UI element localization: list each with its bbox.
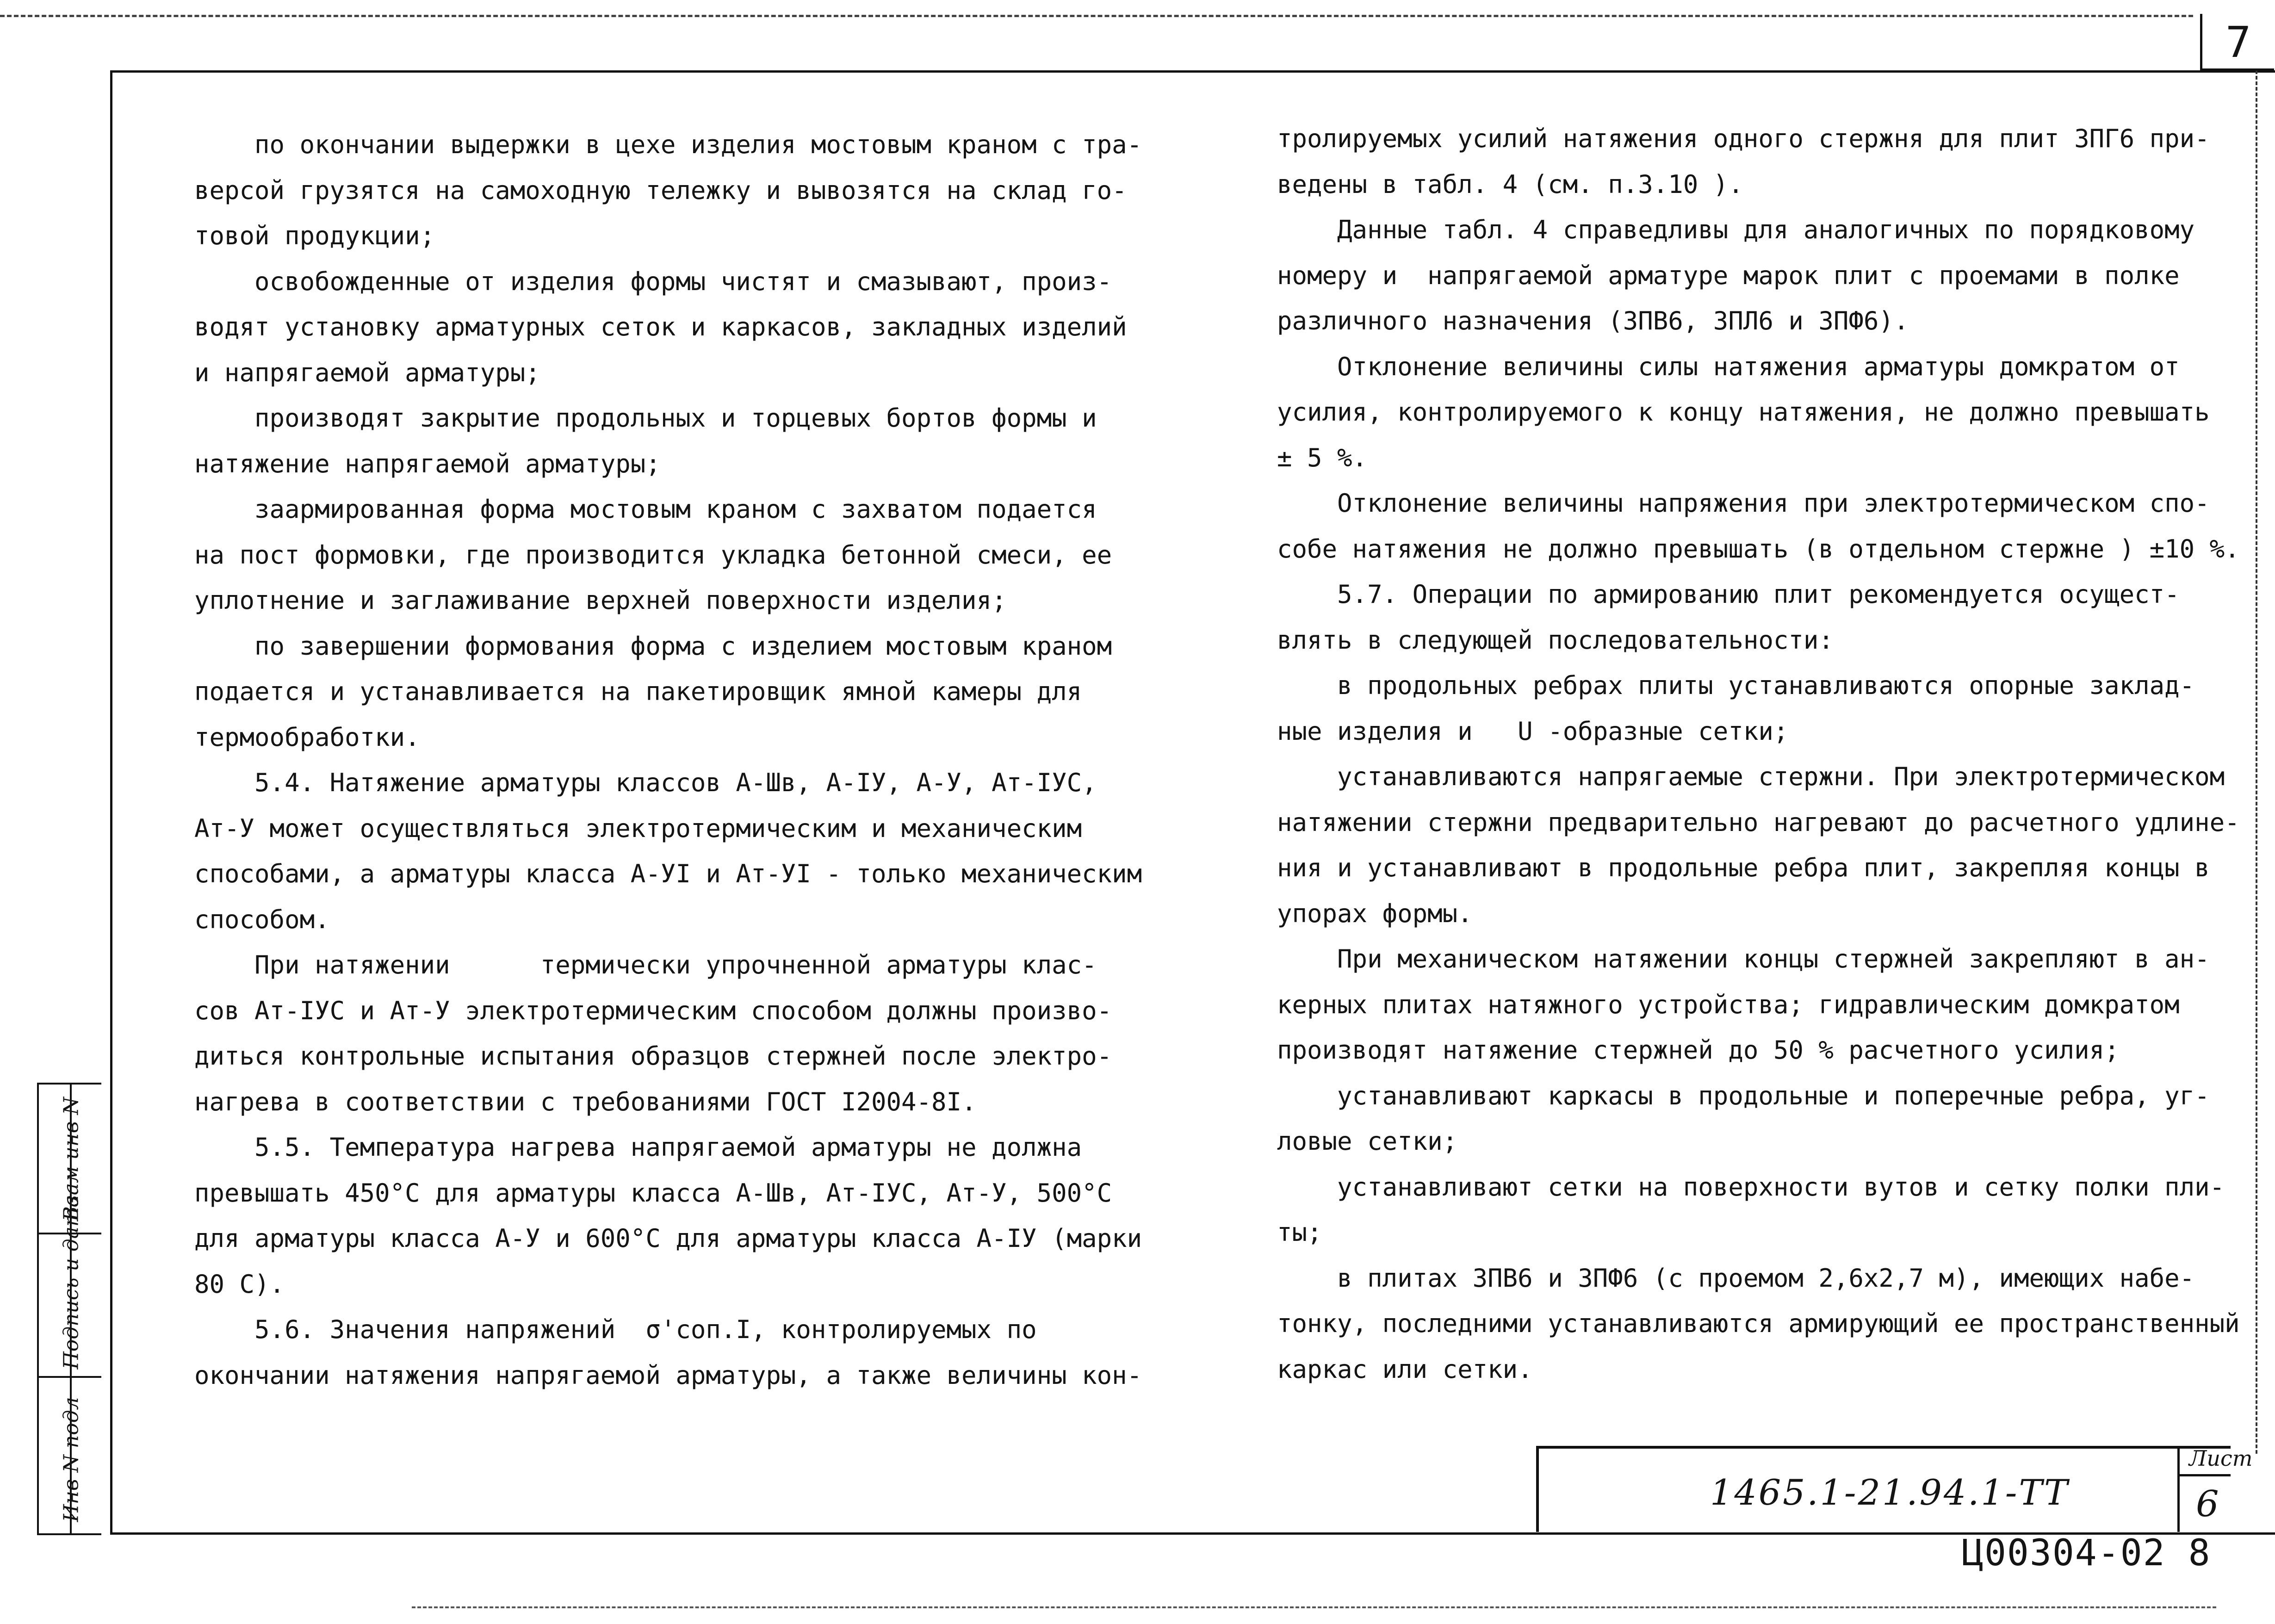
text-line: 5.5. Температура нагрева напрягаемой арматуры не должна [194,1133,1082,1162]
text-line: Отклонение величины силы натяжения арматуры домкратом от [1277,352,2180,381]
text-line: При натяжении термически упрочненной арматуры клас- [194,950,1097,979]
text-line: ведены в табл. 4 (см. п.3.10 ). [1277,169,1743,199]
bottom-scan-edge [412,1606,2216,1608]
text-line: устанавливаются напрягаемые стержни. При электротермическом [1277,762,2225,791]
archive-code: Ц00304-02 8 [1962,1532,2211,1574]
title-block [1536,1446,2253,1532]
text-line: тонку, последними устанавливаются армирующий ее пространственный [1277,1309,2240,1338]
text-line: каркас или сетки. [1277,1354,1533,1384]
text-line: номеру и напрягаемой арматуре марок плит с проемами в полке [1277,260,2180,290]
text-line: нагрева в соответствии с требованиями ГОСТ I2004-8I. [194,1087,977,1116]
top-scan-edge [0,15,2193,17]
text-line: упорах формы. [1277,899,1473,928]
side-stamp [37,1083,101,1535]
text-line: уплотнение и заглаживание верхней поверхности изделия; [194,586,1007,615]
sheet-number: 6 [2196,1483,2219,1525]
text-line: различного назначения (ЗПВ6, ЗПЛ6 и ЗПФ6). [1277,306,1909,335]
text-line: 5.4. Натяжение арматуры классов А-Шв, А-IУ, А-У, Ат-IУС, [194,768,1097,797]
text-line: производят закрытие продольных и торцевых бортов формы и [194,403,1097,433]
text-line: способами, а арматуры класса А-УI и Ат-УI - только механическим [194,859,1142,888]
text-line: термообработки. [194,722,420,752]
page-number-box [2200,14,2274,71]
text-line: 80 С). [194,1269,285,1299]
text-line: собе натяжения не должно превышать (в отдельном стержне ) ±10 %. [1277,534,2240,564]
text-line: 5.6. Значения напряжений σ'соп.I, контролируемых по [194,1315,1037,1344]
side-stamp-rule [39,1376,101,1378]
right-margin-line [2256,70,2257,1454]
sheet-label: Лист [2189,1446,2253,1471]
text-line: для арматуры класса А-У и 600°С для арматуры класса А-IУ (марки [194,1224,1142,1253]
text-line: тролируемых усилий натяжения одного стержня для плит ЗПГ6 при- [1277,124,2210,153]
text-line: по окончании выдержки в цехе изделия мостовым краном с тра- [194,130,1142,159]
text-line: 5.7. Операции по армированию плит рекомендуется осущест- [1277,580,2180,609]
text-line: в продольных ребрах плиты устанавливаются опорные заклад- [1277,671,2195,700]
title-block-rule [2177,1474,2231,1476]
side-stamp-label-inv: Инв N подл [59,1397,83,1522]
text-line: водят установку арматурных сеток и каркасов, закладных изделий [194,312,1127,341]
text-line: версой грузятся на самоходную тележку и вывозятся на склад го- [194,175,1127,205]
text-line: Ат-У может осуществляться электротермическим и механическим [194,813,1082,843]
text-line: ты; [1277,1218,1322,1247]
text-line: диться контрольные испытания образцов стержней после электро- [194,1041,1112,1071]
right-text-column [1277,116,2240,1392]
text-line: При механическом натяжении концы стержней закрепляют в ан- [1277,944,2210,973]
text-line: Данные табл. 4 справедливы для аналогичных по порядковому [1277,215,2195,244]
text-line: в плитах ЗПВ6 и ЗПФ6 (с проемом 2,6х2,7 м), имеющих набе- [1277,1263,2195,1293]
page-number: 7 [2225,18,2251,67]
text-line: на пост формовки, где производится укладка бетонной смеси, ее [194,540,1112,570]
text-line: товой продукции; [194,221,435,250]
text-line: натяжении стержни предварительно нагревают до расчетного удлине- [1277,807,2240,837]
text-line: Отклонение величины напряжения при электротермическом спо- [1277,489,2210,518]
text-line: и напрягаемой арматуры; [194,358,540,387]
text-line: ± 5 %. [1277,443,1368,472]
text-line: натяжение напрягаемой арматуры; [194,449,661,478]
text-line: по завершении формования форма с изделием мостовым краном [194,631,1112,661]
text-line: ные изделия и U -образные сетки; [1277,716,1789,746]
side-stamp-label-signature: Подпись и дата [59,1195,83,1370]
text-line: влять в следующей последовательности: [1277,625,1834,655]
text-line: ния и устанавливают в продольные ребра плит, закрепляя концы в [1277,853,2210,882]
text-line: заармированная форма мостовым краном с захватом подается [194,495,1097,524]
text-line: усилия, контролируемого к концу натяжения, не должно превышать [1277,397,2210,427]
text-line: производят натяжение стержней до 50 % расчетного усилия; [1277,1035,2120,1065]
text-line: устанавливают сетки на поверхности вутов и сетку полки пли- [1277,1172,2225,1202]
side-stamp-label-replace: Взам инв N [59,1097,83,1221]
text-line: устанавливают каркасы в продольные и поперечные ребра, уг- [1277,1081,2210,1110]
title-block-divider [2177,1449,2180,1532]
text-line: сов Ат-IУС и Ат-У электротермическим способом должны произво- [194,996,1112,1025]
text-line: превышать 450°С для арматуры класса А-Шв, Ат-IУС, Ат-У, 500°С [194,1178,1112,1208]
text-line: ловые сетки; [1277,1127,1458,1156]
text-line: способом. [194,905,330,934]
text-line: окончании натяжения напрягаемой арматуры, а также величины кон- [194,1360,1142,1390]
document-code: 1465.1-21.94.1-ТТ [1710,1472,2070,1513]
text-line: керных плитах натяжного устройства; гидравлическим домкратом [1277,990,2180,1019]
text-line: освобожденные от изделия формы чистят и смазывают, произ- [194,267,1112,296]
left-text-column [194,122,1142,1398]
text-line: подается и устанавливается на пакетировщик ямной камеры для [194,677,1082,706]
